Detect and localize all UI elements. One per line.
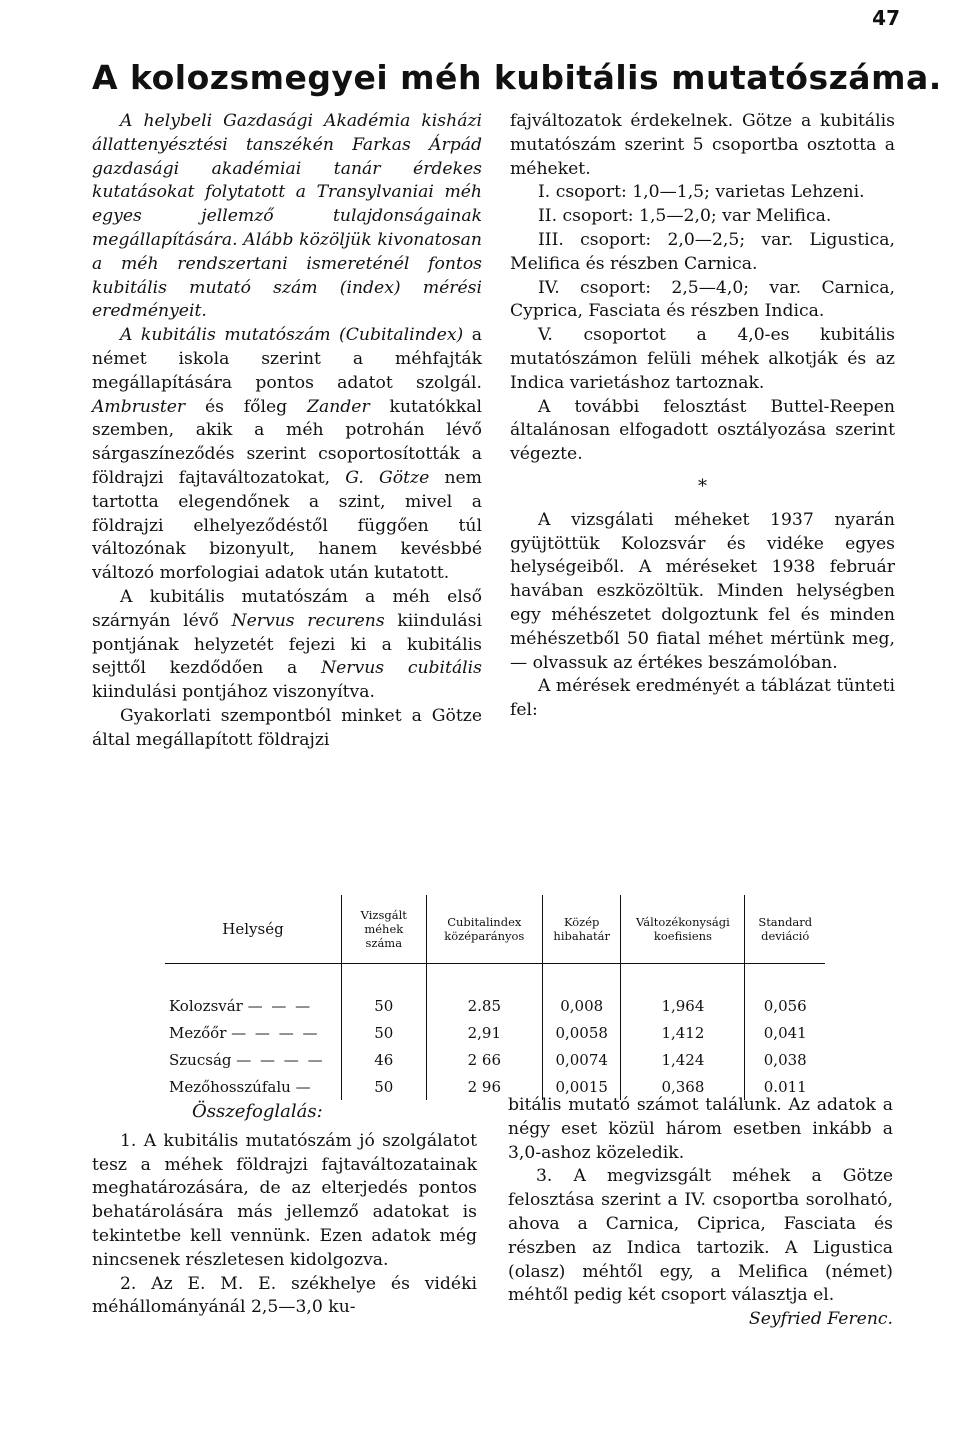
cubital-index-term: A kubitális mutatószám (Cubitalindex) bbox=[120, 325, 464, 346]
right-column bbox=[510, 110, 895, 723]
text-span: és főleg bbox=[185, 396, 308, 417]
cell: 0,368 bbox=[621, 1073, 745, 1100]
header-place: Helység bbox=[165, 895, 342, 964]
cell-place bbox=[165, 1046, 342, 1073]
cell: 2 66 bbox=[426, 1046, 542, 1073]
summary-column bbox=[92, 1100, 477, 1320]
group-3: III. csoport: 2,0—2,5; var. Ligustica, Melifica és részben Carnica. bbox=[510, 229, 895, 274]
cell-place bbox=[165, 1019, 342, 1046]
text-span: kiindulási pontjának helyzetét fejezi ki a kubitális sejttől kezdődően a bbox=[92, 610, 482, 679]
results-intro: A mérések eredményét a táblázat tünteti fel: bbox=[510, 676, 895, 721]
author-signature: Seyfried Ferenc. bbox=[748, 1309, 893, 1330]
place-name: Szucság bbox=[169, 1050, 232, 1069]
cell: 0,0015 bbox=[543, 1073, 621, 1100]
text-span: nem tartotta elegendőnek a szint, mivel a földrajzi elhelyeződéstől függően túl változónak bizonyult, hanem kevésbbé változó morfologiai adatok után kutatott. bbox=[92, 467, 482, 584]
summary-continued-column bbox=[508, 1094, 893, 1332]
groups-intro: fajváltozatok érdekelnek. Götze a kubitális mutatószám szerint 5 csoportba osztotta a méheket. bbox=[510, 111, 895, 179]
author-ambruster: Ambruster bbox=[92, 396, 186, 417]
page-number: 47 bbox=[872, 6, 900, 30]
group-5: V. csoportot a 4,0-es kubitális mutatószámon felüli méhek alkotják és az Indica varietáshoz tartoznak. bbox=[510, 325, 895, 393]
text-span: kutatókkal szemben, akik a méh potrohán lévő sárgaszíneződés szerint csoportosították a földrajzi fajtaváltozatokat, bbox=[92, 396, 482, 488]
results-table bbox=[165, 895, 825, 1100]
cell: 50 bbox=[342, 1073, 427, 1100]
author-gotze: G. Götze bbox=[345, 467, 430, 488]
summary-point-1: 1. A kubitális mutatószám jó szolgálatot tesz a méhek földrajzi fajtaváltozatainak meghatározására, de az elterjedés pontos behatárolására más jellemző adatokat is tekintetbe kell vennünk. Ezen adatok még nincsenek részletesen kidolgozva. bbox=[92, 1130, 477, 1270]
cell: 2.85 bbox=[426, 964, 542, 1020]
place-name: Kolozsvár bbox=[169, 996, 243, 1015]
group-2: II. csoport: 1,5—2,0; var Melifica. bbox=[538, 206, 832, 227]
header-cubital-mean: Cubitalindex középarányos bbox=[426, 895, 542, 964]
summary-point-3: 3. A megvizsgált méhek a Götze felosztása szerint a IV. csoportba sorolható, ahova a Carnica, Ciprica, Fasciata és részben az Indica tartozik. A Ligustica (olasz) méhtől egy, a Melifica (német) méhtől pedig két csoport választja el. bbox=[508, 1166, 893, 1306]
cell: 2,91 bbox=[426, 1019, 542, 1046]
text-span: A kubitális mutatószám a méh első szárnyán lévő bbox=[92, 586, 482, 631]
intro-paragraph: A helybeli Gazdasági Akadémia kisházi állattenyésztési tanszékén Farkas Árpád gazdasági akadémiai tanár érdekes kutatásokat folytatott a Transylvaniai méh egyes jellemző tulajdonságainak megállapítására. Alább közöljük kivonatosan a méh rendszertani ismereténél fontos kubitális mutató szám (index) mérési eredményeit. bbox=[92, 111, 482, 322]
text-span: a német iskola szerint a méhfajták megállapítására pontos adatot szolgál. bbox=[92, 325, 482, 393]
cell-place bbox=[165, 1073, 342, 1100]
term-nervus-recurens: Nervus recurens bbox=[231, 610, 385, 631]
method-paragraph: A vizsgálati méheket 1937 nyarán gyüjtöttük Kolozsvár és vidéke egyes helységeiből. A méréseket 1938 február havában eszközöltük. Minden helységben egy méhészetet dolgoztunk fel és minden méhészetből 50 fiatal méhet mértünk meg, — olvassuk az értékes beszámolóban. bbox=[510, 509, 895, 673]
header-std-dev: Standard deviáció bbox=[745, 895, 825, 964]
leader-dashes: — — — — bbox=[231, 1023, 320, 1042]
cell: 0,056 bbox=[745, 964, 825, 1020]
section-separator-star: * bbox=[698, 475, 707, 497]
header-mean-error: Közép hibahatár bbox=[543, 895, 621, 964]
group-4: IV. csoport: 2,5—4,0; var. Carnica, Cyprica, Fasciata és részben Indica. bbox=[510, 277, 895, 322]
cell: 0,0074 bbox=[543, 1046, 621, 1073]
summary-point-2: 2. Az E. M. E. székhelye és vidéki méhállományánál 2,5—3,0 ku- bbox=[92, 1273, 477, 1318]
article-title: A kolozsmegyei méh kubitális mutatószáma. bbox=[92, 58, 942, 97]
left-column bbox=[92, 110, 482, 753]
place-name: Mezőőr bbox=[169, 1023, 227, 1042]
cell: 50 bbox=[342, 964, 427, 1020]
table-row bbox=[165, 1046, 825, 1073]
cell: 0,038 bbox=[745, 1046, 825, 1073]
group-1: I. csoport: 1,0—1,5; varietas Lehzeni. bbox=[538, 182, 865, 203]
cell: 2 96 bbox=[426, 1073, 542, 1100]
cell: 0,0058 bbox=[543, 1019, 621, 1046]
text-span: kiindulási pontjához viszonyítva. bbox=[92, 682, 375, 703]
table-header-row bbox=[165, 895, 825, 964]
nervus-paragraph bbox=[92, 586, 482, 705]
cell: 1,964 bbox=[621, 964, 745, 1020]
leader-dashes: — bbox=[295, 1077, 313, 1096]
cell: 46 bbox=[342, 1046, 427, 1073]
cell: 0,008 bbox=[543, 964, 621, 1020]
header-bee-count: Vizsgált méhek száma bbox=[342, 895, 427, 964]
table-row bbox=[165, 1019, 825, 1046]
practical-paragraph: Gyakorlati szempontból minket a Götze által megállapított földrajzi bbox=[92, 705, 482, 750]
term-nervus-cubitalis: Nervus cubitális bbox=[321, 658, 483, 679]
buttel-reepen-paragraph: A további felosztást Buttel-Reepen általánosan elfogadott osztályozása szerint végezte. bbox=[510, 396, 895, 465]
summary-heading: Összefoglalás: bbox=[192, 1101, 323, 1122]
cell-place bbox=[165, 964, 342, 1020]
author-zander: Zander bbox=[307, 396, 370, 417]
table-row bbox=[165, 964, 825, 1020]
cubital-index-paragraph bbox=[92, 324, 482, 586]
summary-point-2-continued: bitális mutató számot találunk. Az adatok a négy eset közül három esetben inkább a 3,0-ashoz közeledik. bbox=[508, 1095, 893, 1163]
cell: 50 bbox=[342, 1019, 427, 1046]
cell: 1,412 bbox=[621, 1019, 745, 1046]
cell: 0,041 bbox=[745, 1019, 825, 1046]
leader-dashes: — — — bbox=[247, 996, 313, 1015]
header-variability: Változékonysági koefisiens bbox=[621, 895, 745, 964]
place-name: Mezőhosszúfalu bbox=[169, 1077, 291, 1096]
cell: 1,424 bbox=[621, 1046, 745, 1073]
cell: 0.011 bbox=[745, 1073, 825, 1100]
leader-dashes: — — — — bbox=[236, 1050, 325, 1069]
